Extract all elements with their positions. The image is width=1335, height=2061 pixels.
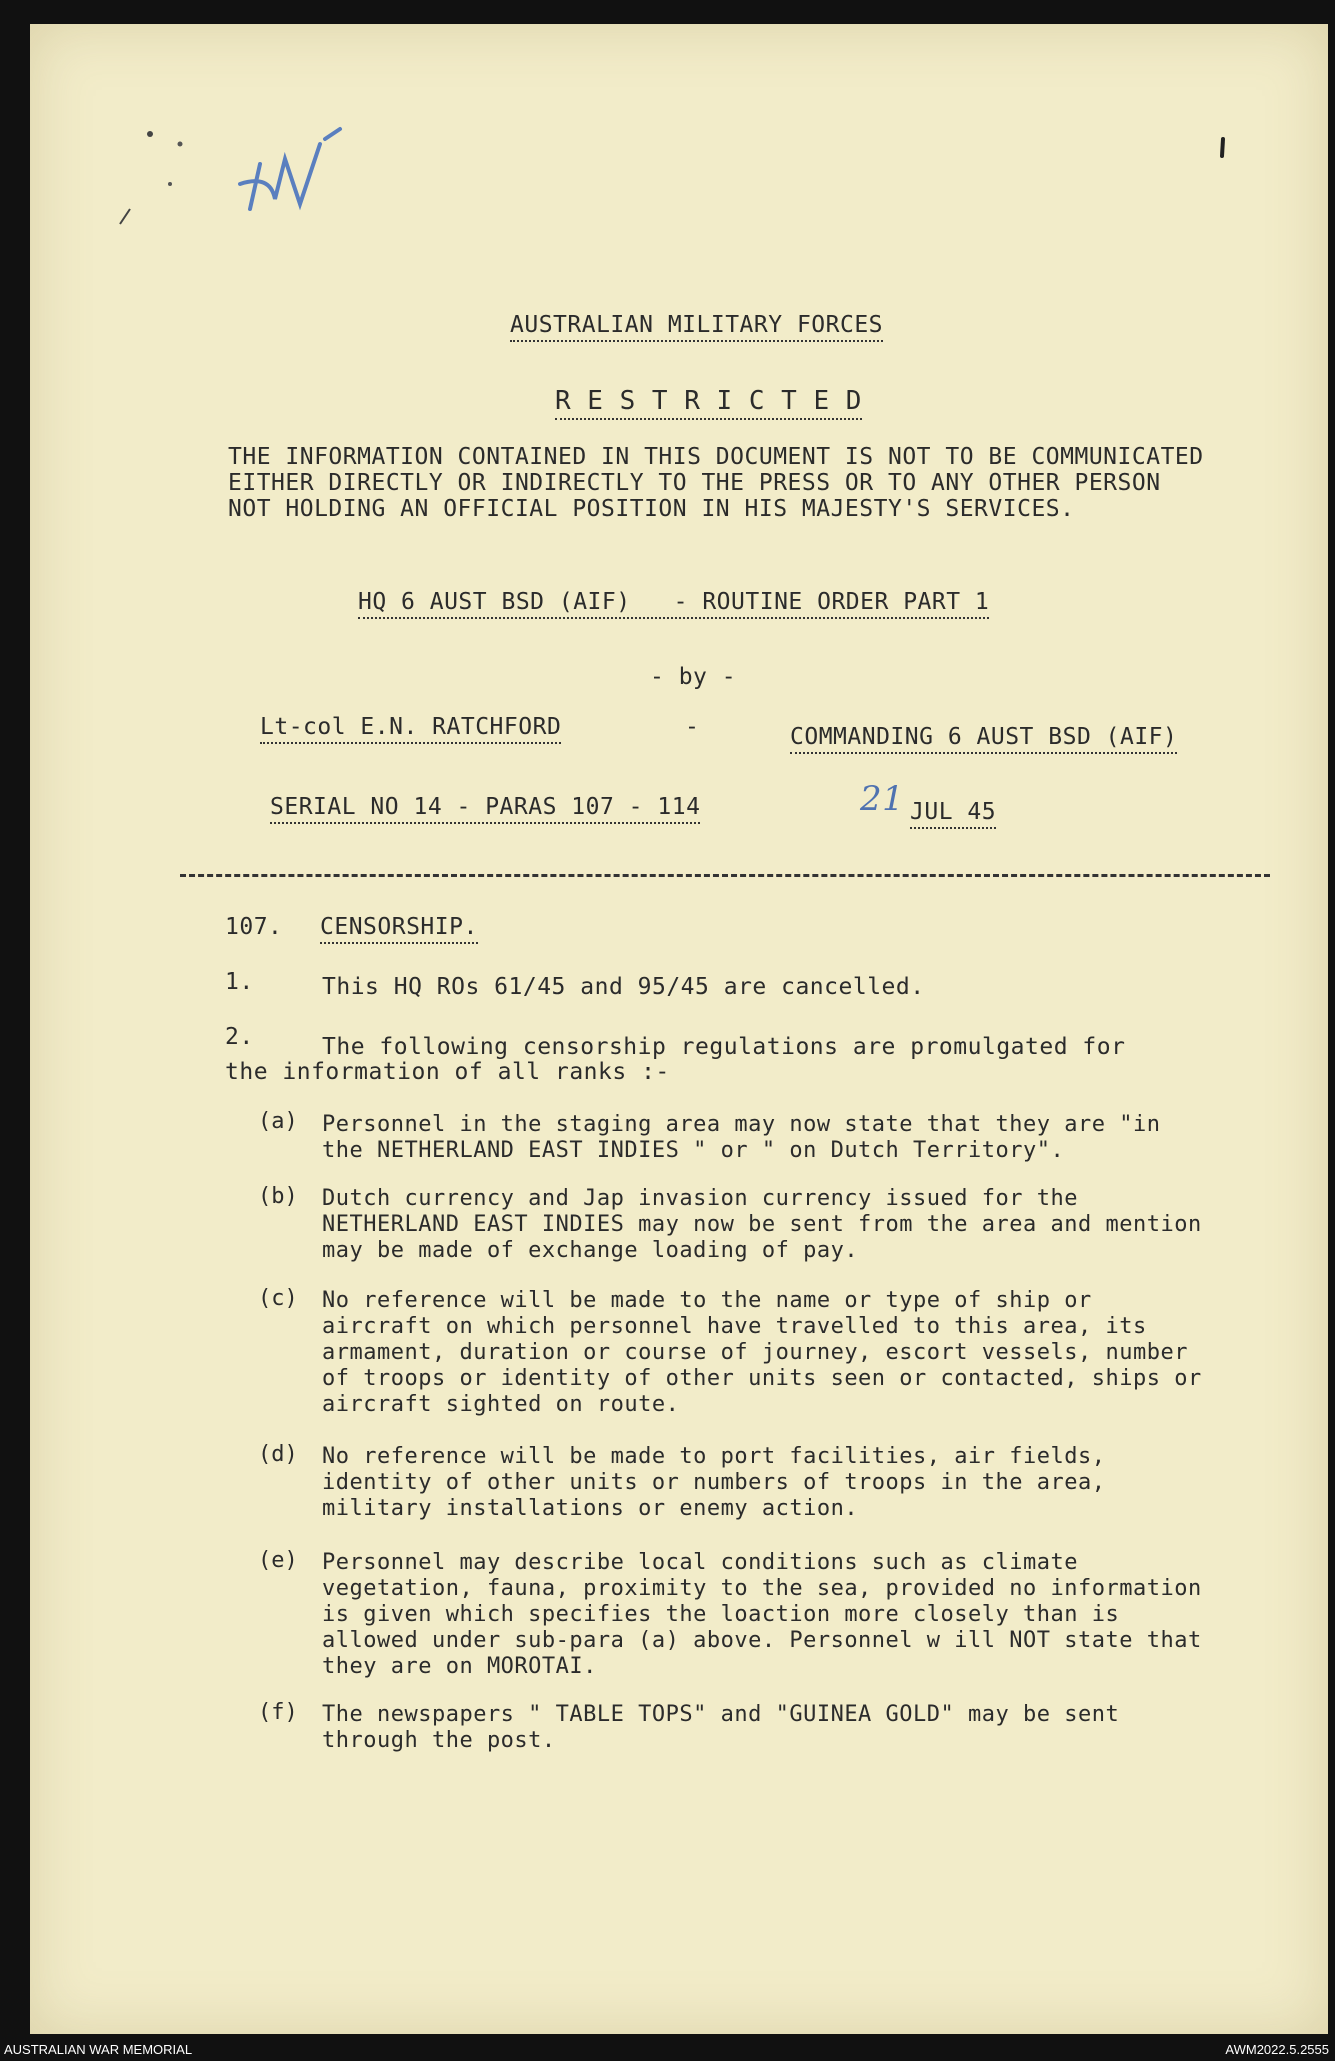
item-f-label: (f) [258, 1700, 298, 1725]
footer-accession-number: AWM2022.5.2555 [1225, 2042, 1329, 2057]
paper-speck-marks [110, 114, 230, 234]
para-2-text-line-2: the information of all ranks :- [225, 1059, 670, 1085]
notice-line-3: NOT HOLDING AN OFFICIAL POSITION IN HIS MAJESTY'S SERVICES. [228, 496, 1075, 522]
para-2-number: 2. [225, 1024, 254, 1050]
footer-institution: AUSTRALIAN WAR MEMORIAL [4, 2042, 193, 2057]
section-title: CENSORSHIP. [320, 914, 478, 944]
archive-footer [0, 2037, 1335, 2061]
notice-line-1: THE INFORMATION CONTAINED IN THIS DOCUMENT IS NOT TO BE COMMUNICATED [228, 444, 1204, 470]
item-e-label: (e) [258, 1548, 298, 1573]
order-title: HQ 6 AUST BSD (AIF) - ROUTINE ORDER PART 1 [358, 589, 989, 619]
item-b-label: (b) [258, 1184, 298, 1209]
para-2-text-line-1: The following censorship regulations are promulgated for [322, 1034, 1126, 1060]
item-e-text: Personnel may describe local conditions such as climate vegetation, fauna, proximity to the sea, provided no information is given which specifies the loaction more closely than is allowed under sub-para (a) above. Personnel w ill NOT state that they are on MOROTAI. [322, 1550, 1202, 1679]
notice-line-2: EITHER DIRECTLY OR INDIRECTLY TO THE PRESS OR TO ANY OTHER PERSON [228, 470, 1161, 496]
item-a-text: Personnel in the staging area may now state that they are "in the NETHERLAND EAST INDIES " or " on Dutch Territory". [322, 1112, 1161, 1163]
item-c-label: (c) [258, 1286, 298, 1311]
para-1-text: This HQ ROs 61/45 and 95/45 are cancelled. [322, 974, 925, 1000]
para-1-number: 1. [225, 969, 254, 995]
command-title: COMMANDING 6 AUST BSD (AIF) [790, 724, 1177, 754]
section-number: 107. [225, 914, 283, 940]
org-heading: AUSTRALIAN MILITARY FORCES [510, 312, 883, 342]
item-d-label: (d) [258, 1442, 298, 1467]
classification-heading: R E S T R I C T E D [555, 386, 862, 420]
margin-mark [1218, 134, 1228, 164]
item-f-text: The newspapers " TABLE TOPS" and "GUINEA GOLD" may be sent through the post. [322, 1702, 1120, 1753]
handwritten-annotation [230, 124, 370, 234]
document-page [30, 24, 1328, 2034]
item-b-text: Dutch currency and Jap invasion currency issued for the NETHERLAND EAST INDIES may now be sent from the area and mention may be made of exchange loading of pay. [322, 1186, 1202, 1263]
officer-dash: - [685, 714, 700, 740]
by-line: - by - [650, 664, 737, 690]
officer-name: Lt-col E.N. RATCHFORD [260, 714, 561, 744]
serial-line: SERIAL NO 14 - PARAS 107 - 114 [270, 794, 700, 824]
section-divider [180, 874, 1270, 877]
item-d-text: No reference will be made to port facilities, air fields, identity of other units or numbers of troops in the area, military installations or enemy action. [322, 1444, 1106, 1521]
date-month-year: JUL 45 [910, 799, 996, 829]
item-a-label: (a) [258, 1109, 298, 1134]
item-c-text: No reference will be made to the name or type of ship or aircraft on which personnel have travelled to this area, its armament, duration or course of journey, escort vessels, number of troops or identity of other units seen or contacted, ships or aircraft sighted on route. [322, 1288, 1202, 1417]
date-day-handwritten: 21 [860, 779, 905, 819]
